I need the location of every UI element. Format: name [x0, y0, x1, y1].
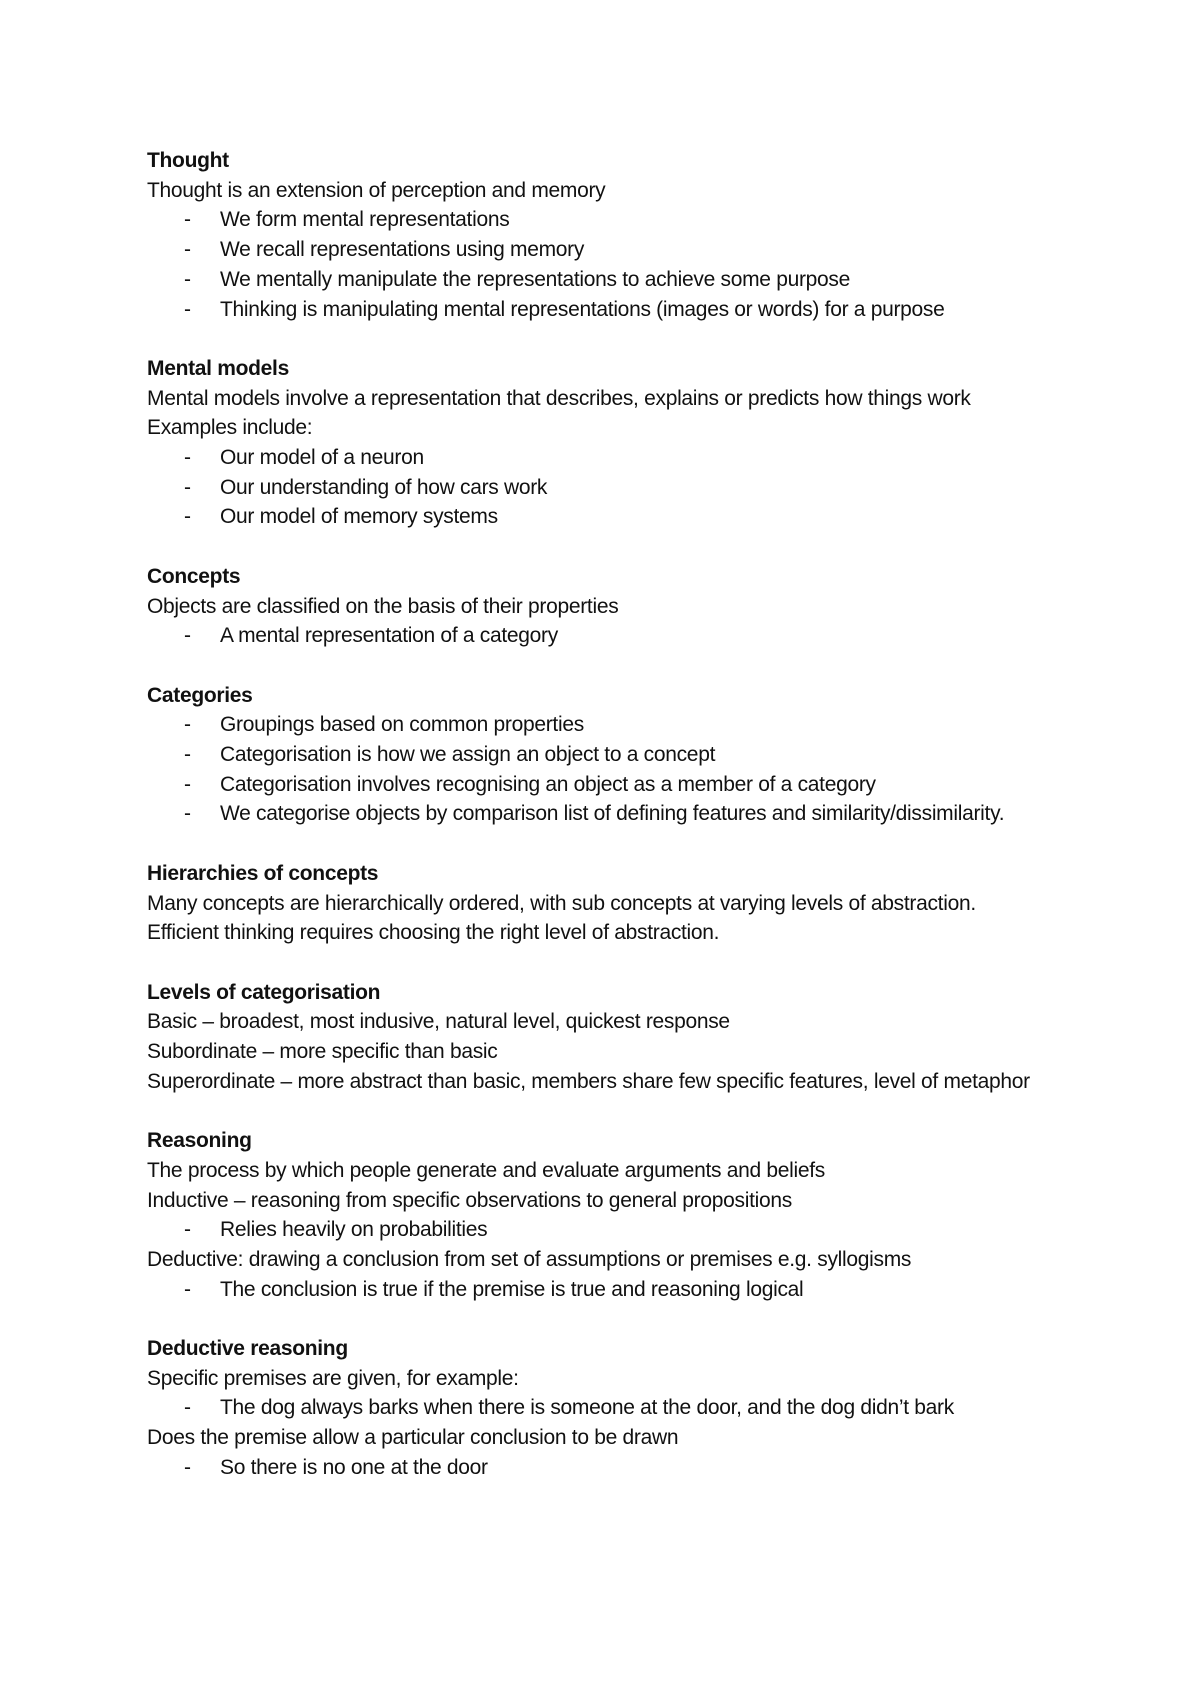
section-heading: Deductive reasoning [147, 1337, 348, 1361]
paragraph: Does the premise allow a particular conclusion to be drawn [147, 1426, 679, 1450]
list-item: - Our understanding of how cars work [220, 473, 1087, 503]
list-item: - The conclusion is true if the premise is true and reasoning logical [220, 1275, 1087, 1305]
bullet-list [147, 205, 1087, 324]
section-heading: Hierarchies of concepts [147, 861, 379, 885]
paragraph: Many concepts are hierarchically ordered, with sub concepts at varying levels of abstraction. [147, 891, 976, 915]
list-item: - We recall representations using memory [220, 235, 1087, 265]
bullet-list [147, 443, 1087, 532]
bullet-list [147, 1275, 1087, 1305]
section [147, 562, 1087, 651]
bullet-list [147, 1393, 1087, 1423]
paragraph: Objects are classified on the basis of their properties [147, 594, 619, 618]
list-item: - The dog always barks when there is someone at the door, and the dog didn’t bark [220, 1393, 1087, 1423]
section-heading: Concepts [147, 564, 241, 588]
paragraph: Superordinate – more abstract than basic, members share few specific features, level of metaphor [147, 1069, 1030, 1093]
list-item: - We categorise objects by comparison list of defining features and similarity/dissimilarity. [220, 799, 1087, 829]
list-item: - A mental representation of a category [220, 621, 1087, 651]
paragraph: Subordinate – more specific than basic [147, 1040, 498, 1064]
list-item: - Our model of a neuron [220, 443, 1087, 473]
paragraph: Specific premises are given, for example: [147, 1366, 519, 1390]
list-item: - We mentally manipulate the representations to achieve some purpose [220, 265, 1087, 295]
list-item: - Thinking is manipulating mental representations (images or words) for a purpose [220, 295, 1087, 325]
list-item: - Categorisation involves recognising an object as a member of a category [220, 770, 1087, 800]
bullet-list [147, 710, 1087, 829]
paragraph: Efficient thinking requires choosing the right level of abstraction. [147, 921, 720, 945]
document-page [147, 146, 1087, 1512]
list-item: - Categorisation is how we assign an object to a concept [220, 740, 1087, 770]
bullet-list [147, 621, 1087, 651]
section-heading: Categories [147, 683, 253, 707]
section-heading: Levels of categorisation [147, 980, 381, 1004]
section [147, 354, 1087, 532]
paragraph: Thought is an extension of perception and memory [147, 178, 606, 202]
section [147, 978, 1087, 1097]
paragraph: The process by which people generate and evaluate arguments and beliefs [147, 1158, 825, 1182]
paragraph: Deductive: drawing a conclusion from set of assumptions or premises e.g. syllogisms [147, 1247, 912, 1271]
paragraph: Examples include: [147, 416, 313, 440]
section [147, 859, 1087, 948]
paragraph: Inductive – reasoning from specific observations to general propositions [147, 1188, 792, 1212]
list-item: - Our model of memory systems [220, 502, 1087, 532]
list-item: - Relies heavily on probabilities [220, 1215, 1087, 1245]
section-heading: Reasoning [147, 1129, 252, 1153]
list-item: - So there is no one at the door [220, 1453, 1087, 1483]
bullet-list [147, 1453, 1087, 1483]
list-item: - We form mental representations [220, 205, 1087, 235]
section-heading: Thought [147, 149, 229, 172]
section [147, 681, 1087, 830]
paragraph: Basic – broadest, most indusive, natural level, quickest response [147, 1010, 730, 1034]
paragraph: Mental models involve a representation that describes, explains or predicts how things work [147, 386, 971, 410]
section [147, 1334, 1087, 1483]
bullet-list [147, 1215, 1087, 1245]
section [147, 146, 1087, 324]
section [147, 1126, 1087, 1304]
list-item: - Groupings based on common properties [220, 710, 1087, 740]
section-heading: Mental models [147, 356, 289, 380]
